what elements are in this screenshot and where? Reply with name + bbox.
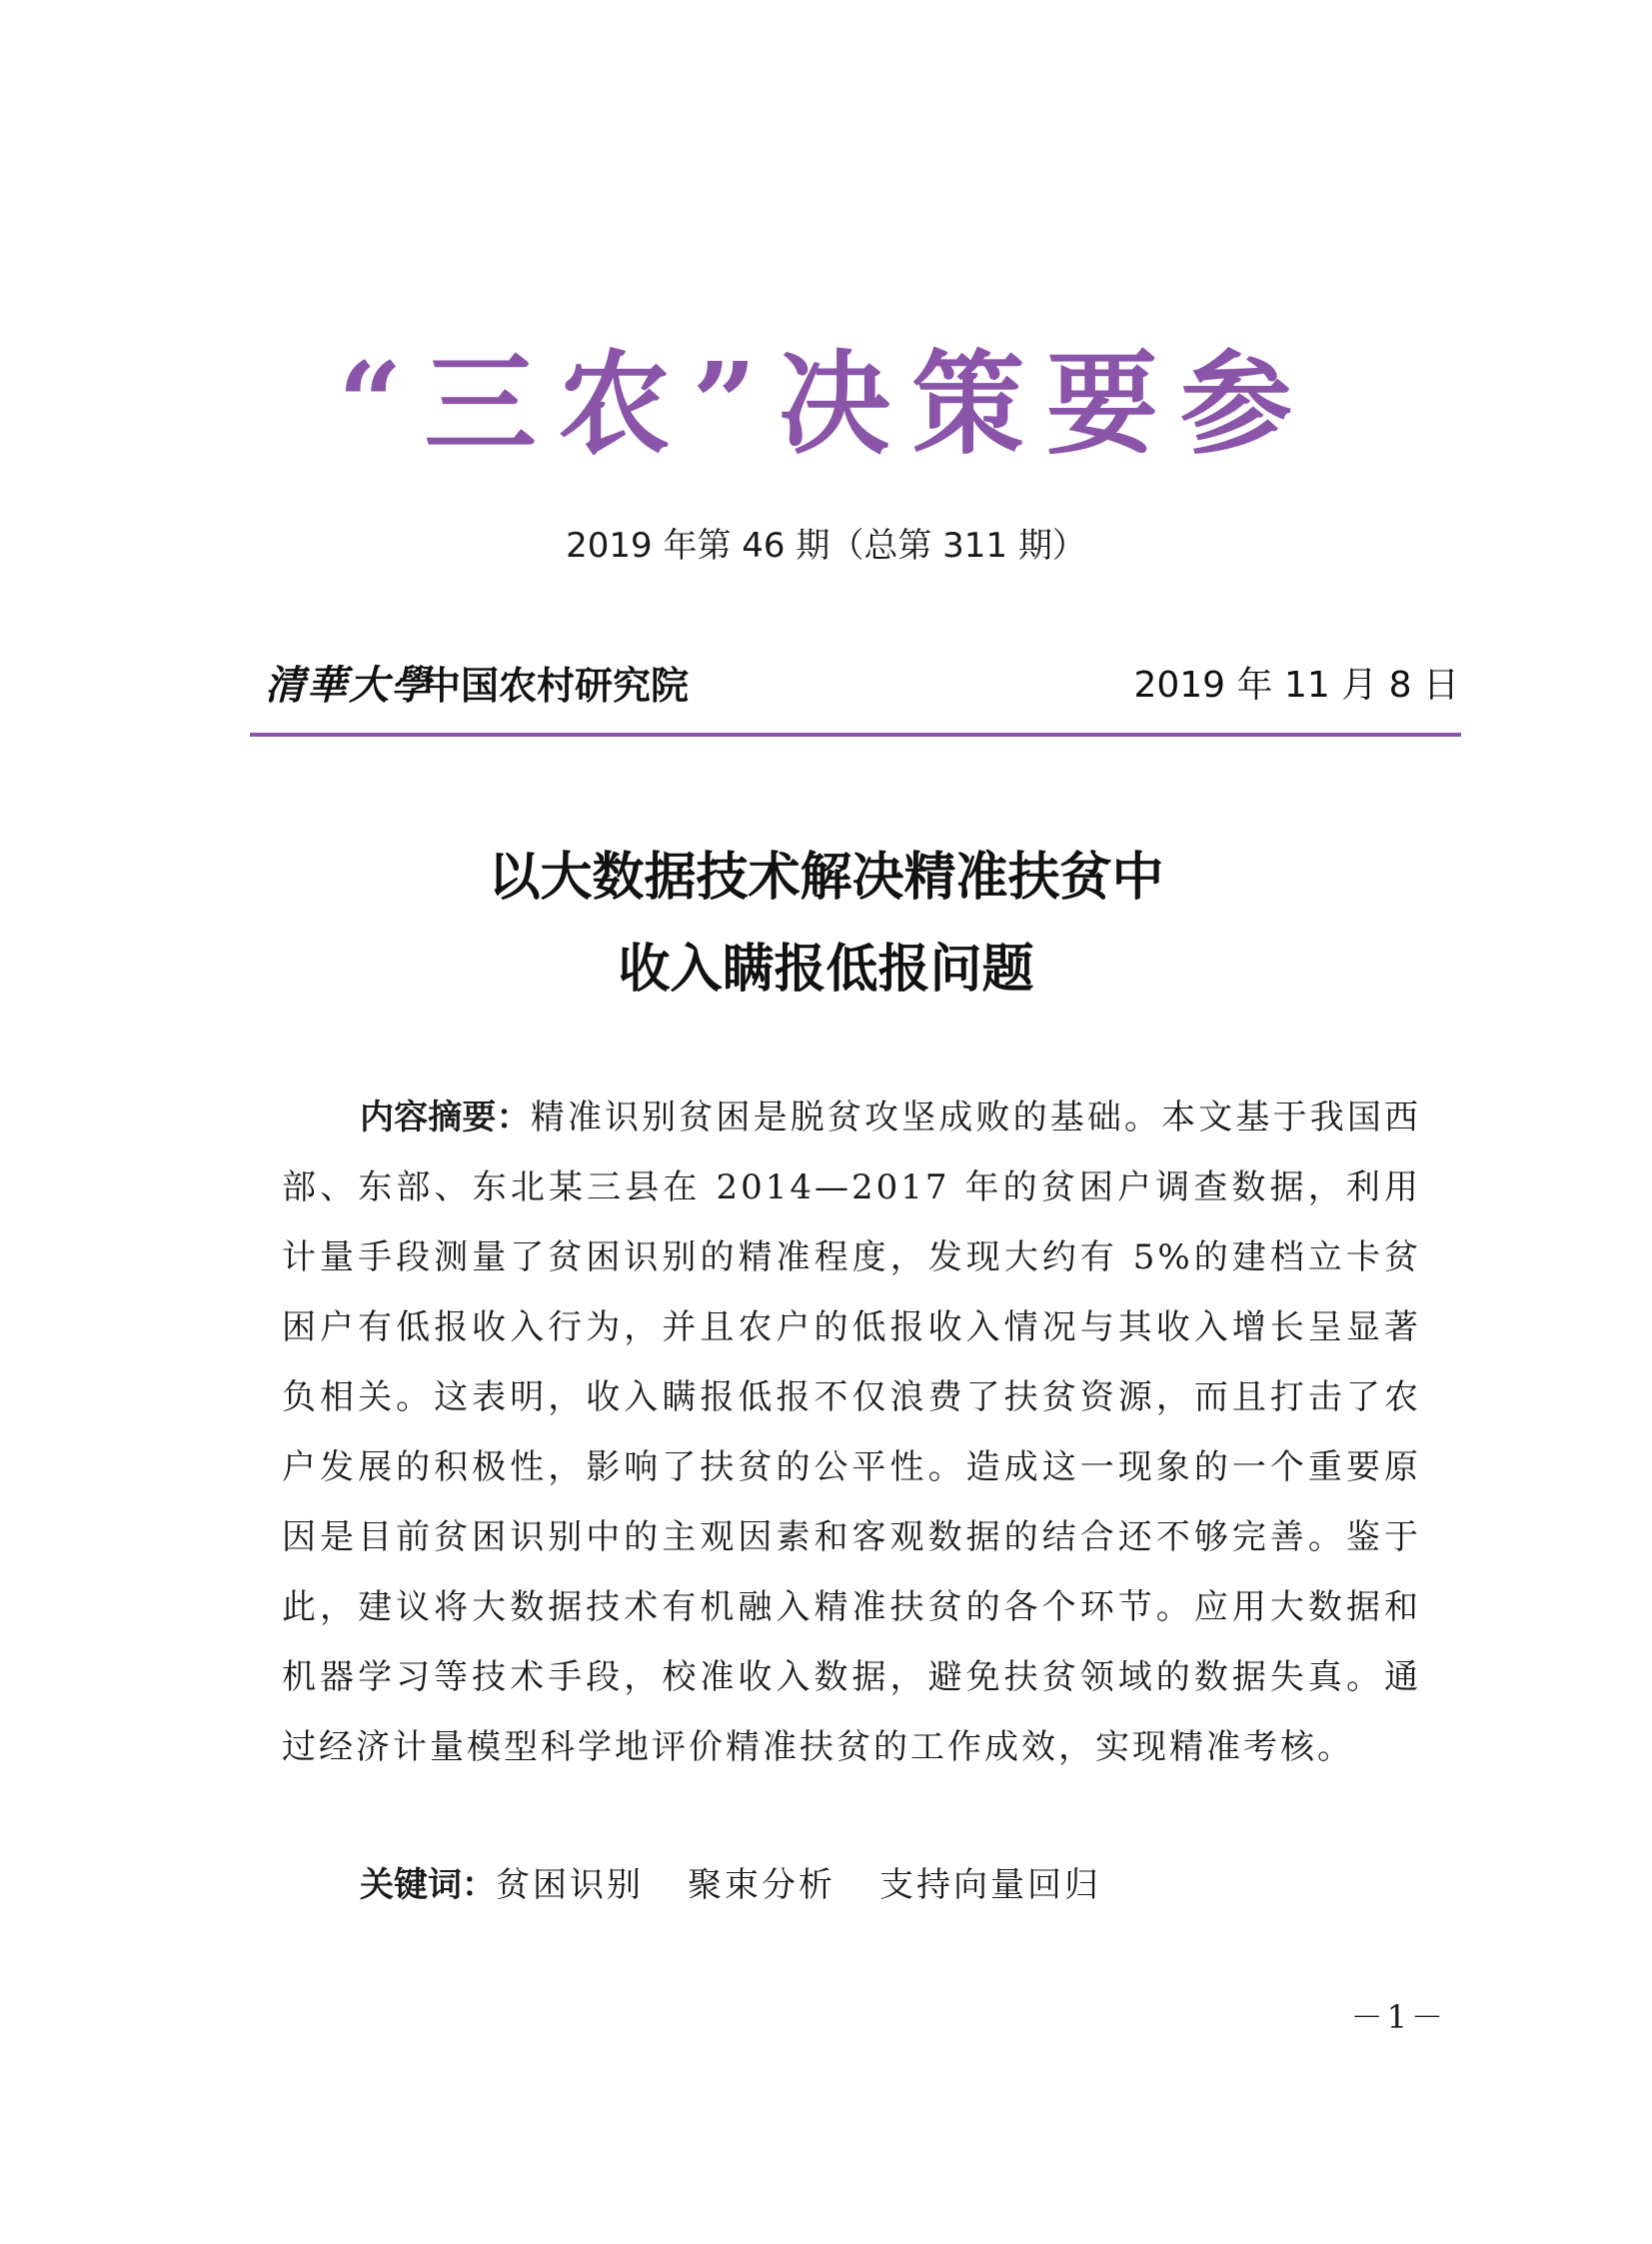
- page-number: －1－: [1350, 1998, 1447, 2036]
- publisher-header: [265, 658, 1459, 714]
- header-divider: [250, 733, 1461, 737]
- article-title-line-1: 以大数据技术解决精准扶贫中: [488, 847, 1164, 908]
- publication-date: 2019 年 11 月 8 日: [1133, 665, 1459, 706]
- keyword-2: 聚束分析: [688, 1865, 835, 1905]
- institute-name: 中国农村研究院: [423, 663, 690, 708]
- article-title-line-2: 收入瞒报低报问题: [618, 939, 1034, 1000]
- abstract-text: 精准识别贫困是脱贫攻坚成败的基础。本文基于我国西部、东部、东北某三县在 2014—2017 年的贫困户调查数据，利用计量手段测量了贫困识别的精准程度，发现大约有 5%的建档立卡贫困户有低报收入行为，并且农户的低报收入情况与其收入增长呈显著负相关。这表明，收入瞒报低报不仅浪费了扶贫资源，而且打击了农户发展的积极性，影响了扶贫的公平性。造成这一现象的一个重要原因是目前贫困识别中的主观因素和客观数据的结合还不够完善。鉴于此，建议将大数据技术有机融入精准扶贫的各个环节。应用大数据和机器学习等技术手段，校准收入数据，避免扶贫领域的数据失真。通过经济计量模型科学地评价精准扶贫的工作成效，实现精准考核。: [282, 1098, 1422, 1767]
- keywords-line: [360, 1850, 1145, 1920]
- abstract-label: 内容摘要：: [360, 1098, 531, 1137]
- keyword-3: 支持向量回归: [879, 1865, 1101, 1905]
- keyword-1: 贫困识别: [496, 1865, 644, 1905]
- abstract-paragraph: [282, 1083, 1421, 1782]
- article-title: [0, 832, 1652, 1016]
- university-logo-text: 清華大學: [265, 662, 433, 709]
- keywords-label: 关键词：: [360, 1865, 496, 1905]
- masthead-title: “三农”决策要参: [338, 339, 1314, 470]
- issue-number: 2019 年第 46 期（总第 311 期）: [566, 526, 1086, 566]
